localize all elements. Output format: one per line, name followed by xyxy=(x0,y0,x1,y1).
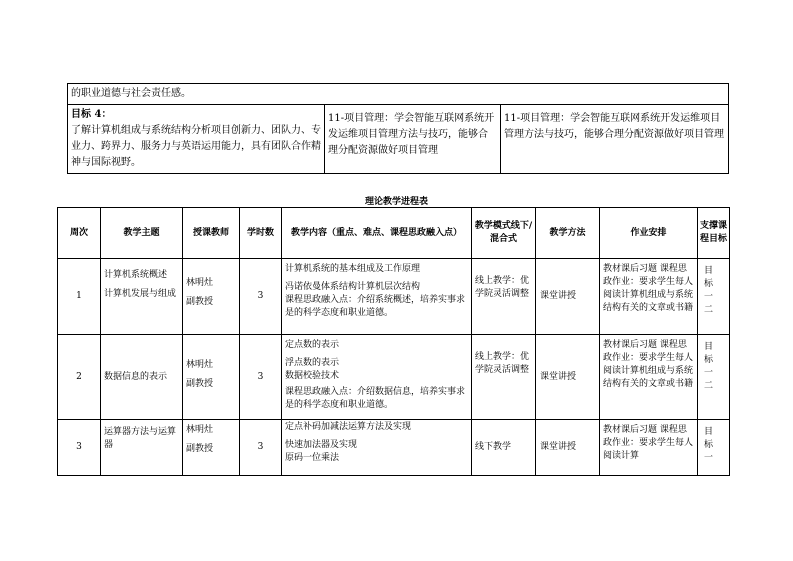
row-goal: 目标一 二 xyxy=(698,259,730,335)
schedule-table xyxy=(57,207,730,476)
row-content xyxy=(282,259,472,335)
row-teacher xyxy=(183,335,240,420)
row-mode: 线上教学：优学院灵活调整 xyxy=(472,335,536,420)
objective-row-goal4 xyxy=(68,105,729,174)
goal4-indicator: 11-项目管理：学会智能互联网系统开发运维项目管理方法与技巧，能够合理分配资源做好项目管理 xyxy=(501,105,729,174)
row-hours: 3 xyxy=(240,420,282,476)
row-assignment: 教材课后习题 课程思政作业：要求学生每人阅读计算机组成与系统结构有关的文章或书籍 xyxy=(600,335,698,420)
row-assignment: 教材课后习题 课程思政作业：要求学生每人阅读计算 xyxy=(600,420,698,476)
header-mode: 教学模式线下/混合式 xyxy=(472,208,536,259)
content-line: 定点数的表示 xyxy=(285,340,340,350)
row-mode: 线下教学 xyxy=(472,420,536,476)
row-topic xyxy=(101,259,183,335)
header-content: 教学内容（重点、难点、课程思政融入点） xyxy=(282,208,472,259)
goal4-cell xyxy=(68,105,325,174)
row-content xyxy=(282,335,472,420)
content-line: 定点补码加减法运算方法及实现 xyxy=(285,422,412,432)
row-method: 课堂讲授 xyxy=(536,259,600,335)
row-teacher-name: 林明灶 xyxy=(186,425,214,435)
ethics-text: 的职业道德与社会责任感。 xyxy=(68,84,729,105)
content-line: 计算机系统的基本组成及工作原理 xyxy=(285,264,421,274)
table-row xyxy=(58,420,730,476)
header-week: 周次 xyxy=(58,208,101,259)
row-assignment: 教材课后习题 课程思政作业：要求学生每人阅读计算机组成与系统结构有关的文章或书籍 xyxy=(600,259,698,335)
header-method: 教学方法 xyxy=(536,208,600,259)
schedule-title: 理论教学进程表 xyxy=(364,197,428,207)
schedule-header-row xyxy=(58,208,730,259)
row-week: 2 xyxy=(58,335,101,420)
row-teacher-name: 林明灶 xyxy=(186,278,214,288)
row-hours: 3 xyxy=(240,259,282,335)
content-line: 冯诺依曼体系结构计算机层次结构 xyxy=(285,282,421,292)
content-line: 快速加法器及实现 xyxy=(285,440,358,450)
table-row xyxy=(58,259,730,335)
row-topic xyxy=(101,420,183,476)
header-goal: 支撑课程目标 xyxy=(698,208,730,259)
row-teacher-title: 副教授 xyxy=(186,297,214,307)
content-line: 原码一位乘法 xyxy=(285,453,340,463)
row-teacher-name: 林明灶 xyxy=(186,360,214,370)
row-week: 3 xyxy=(58,420,101,476)
row-topic-line: 数据信息的表示 xyxy=(104,371,168,382)
row-teacher xyxy=(183,420,240,476)
row-teacher-title: 副教授 xyxy=(186,444,214,454)
header-topic: 教学主题 xyxy=(101,208,183,259)
row-teacher xyxy=(183,259,240,335)
content-line: 数据校验技术 xyxy=(285,371,340,381)
row-topic-line: 运算器方法与运算器 xyxy=(104,427,177,450)
content-line: 浮点数的表示 xyxy=(285,358,340,368)
goal4-label: 目标 4： xyxy=(71,109,112,120)
row-topic xyxy=(101,335,183,420)
row-goal: 目标一 二 xyxy=(698,335,730,420)
table-row xyxy=(58,335,730,420)
header-assignment: 作业安排 xyxy=(600,208,698,259)
row-mode: 线上教学：优学院灵活调整 xyxy=(472,259,536,335)
row-week: 1 xyxy=(58,259,101,335)
row-method: 课堂讲授 xyxy=(536,420,600,476)
goal4-requirement: 11-项目管理：学会智能互联网系统开发运维项目管理方法与技巧，能够合理分配资源做好项目管理 xyxy=(325,105,501,174)
objectives-table xyxy=(67,83,729,174)
goal4-text: 了解计算机组成与系统结构分析项目创新力、团队力、专业力、跨界力、服务力与英语运用能力，具有团队合作精神与国际视野。 xyxy=(71,125,321,168)
row-topic-line: 计算机发展与组成 xyxy=(104,289,177,299)
row-teacher-title: 副教授 xyxy=(186,379,214,389)
header-hours: 学时数 xyxy=(240,208,282,259)
row-goal: 目标一 xyxy=(698,420,730,476)
objective-row-ethics xyxy=(68,84,729,105)
header-teacher: 授课教师 xyxy=(183,208,240,259)
row-method: 课堂讲授 xyxy=(536,335,600,420)
content-line: 课程思政融入点：介绍数据信息，培养实事求是的科学态度和职业道德。 xyxy=(285,387,466,410)
row-hours: 3 xyxy=(240,335,282,420)
row-topic-line: 计算机系统概述 xyxy=(104,270,168,280)
content-line: 课程思政融入点：介绍系统概述，培养实事求是的科学态度和职业道德。 xyxy=(285,295,466,318)
row-content xyxy=(282,420,472,476)
